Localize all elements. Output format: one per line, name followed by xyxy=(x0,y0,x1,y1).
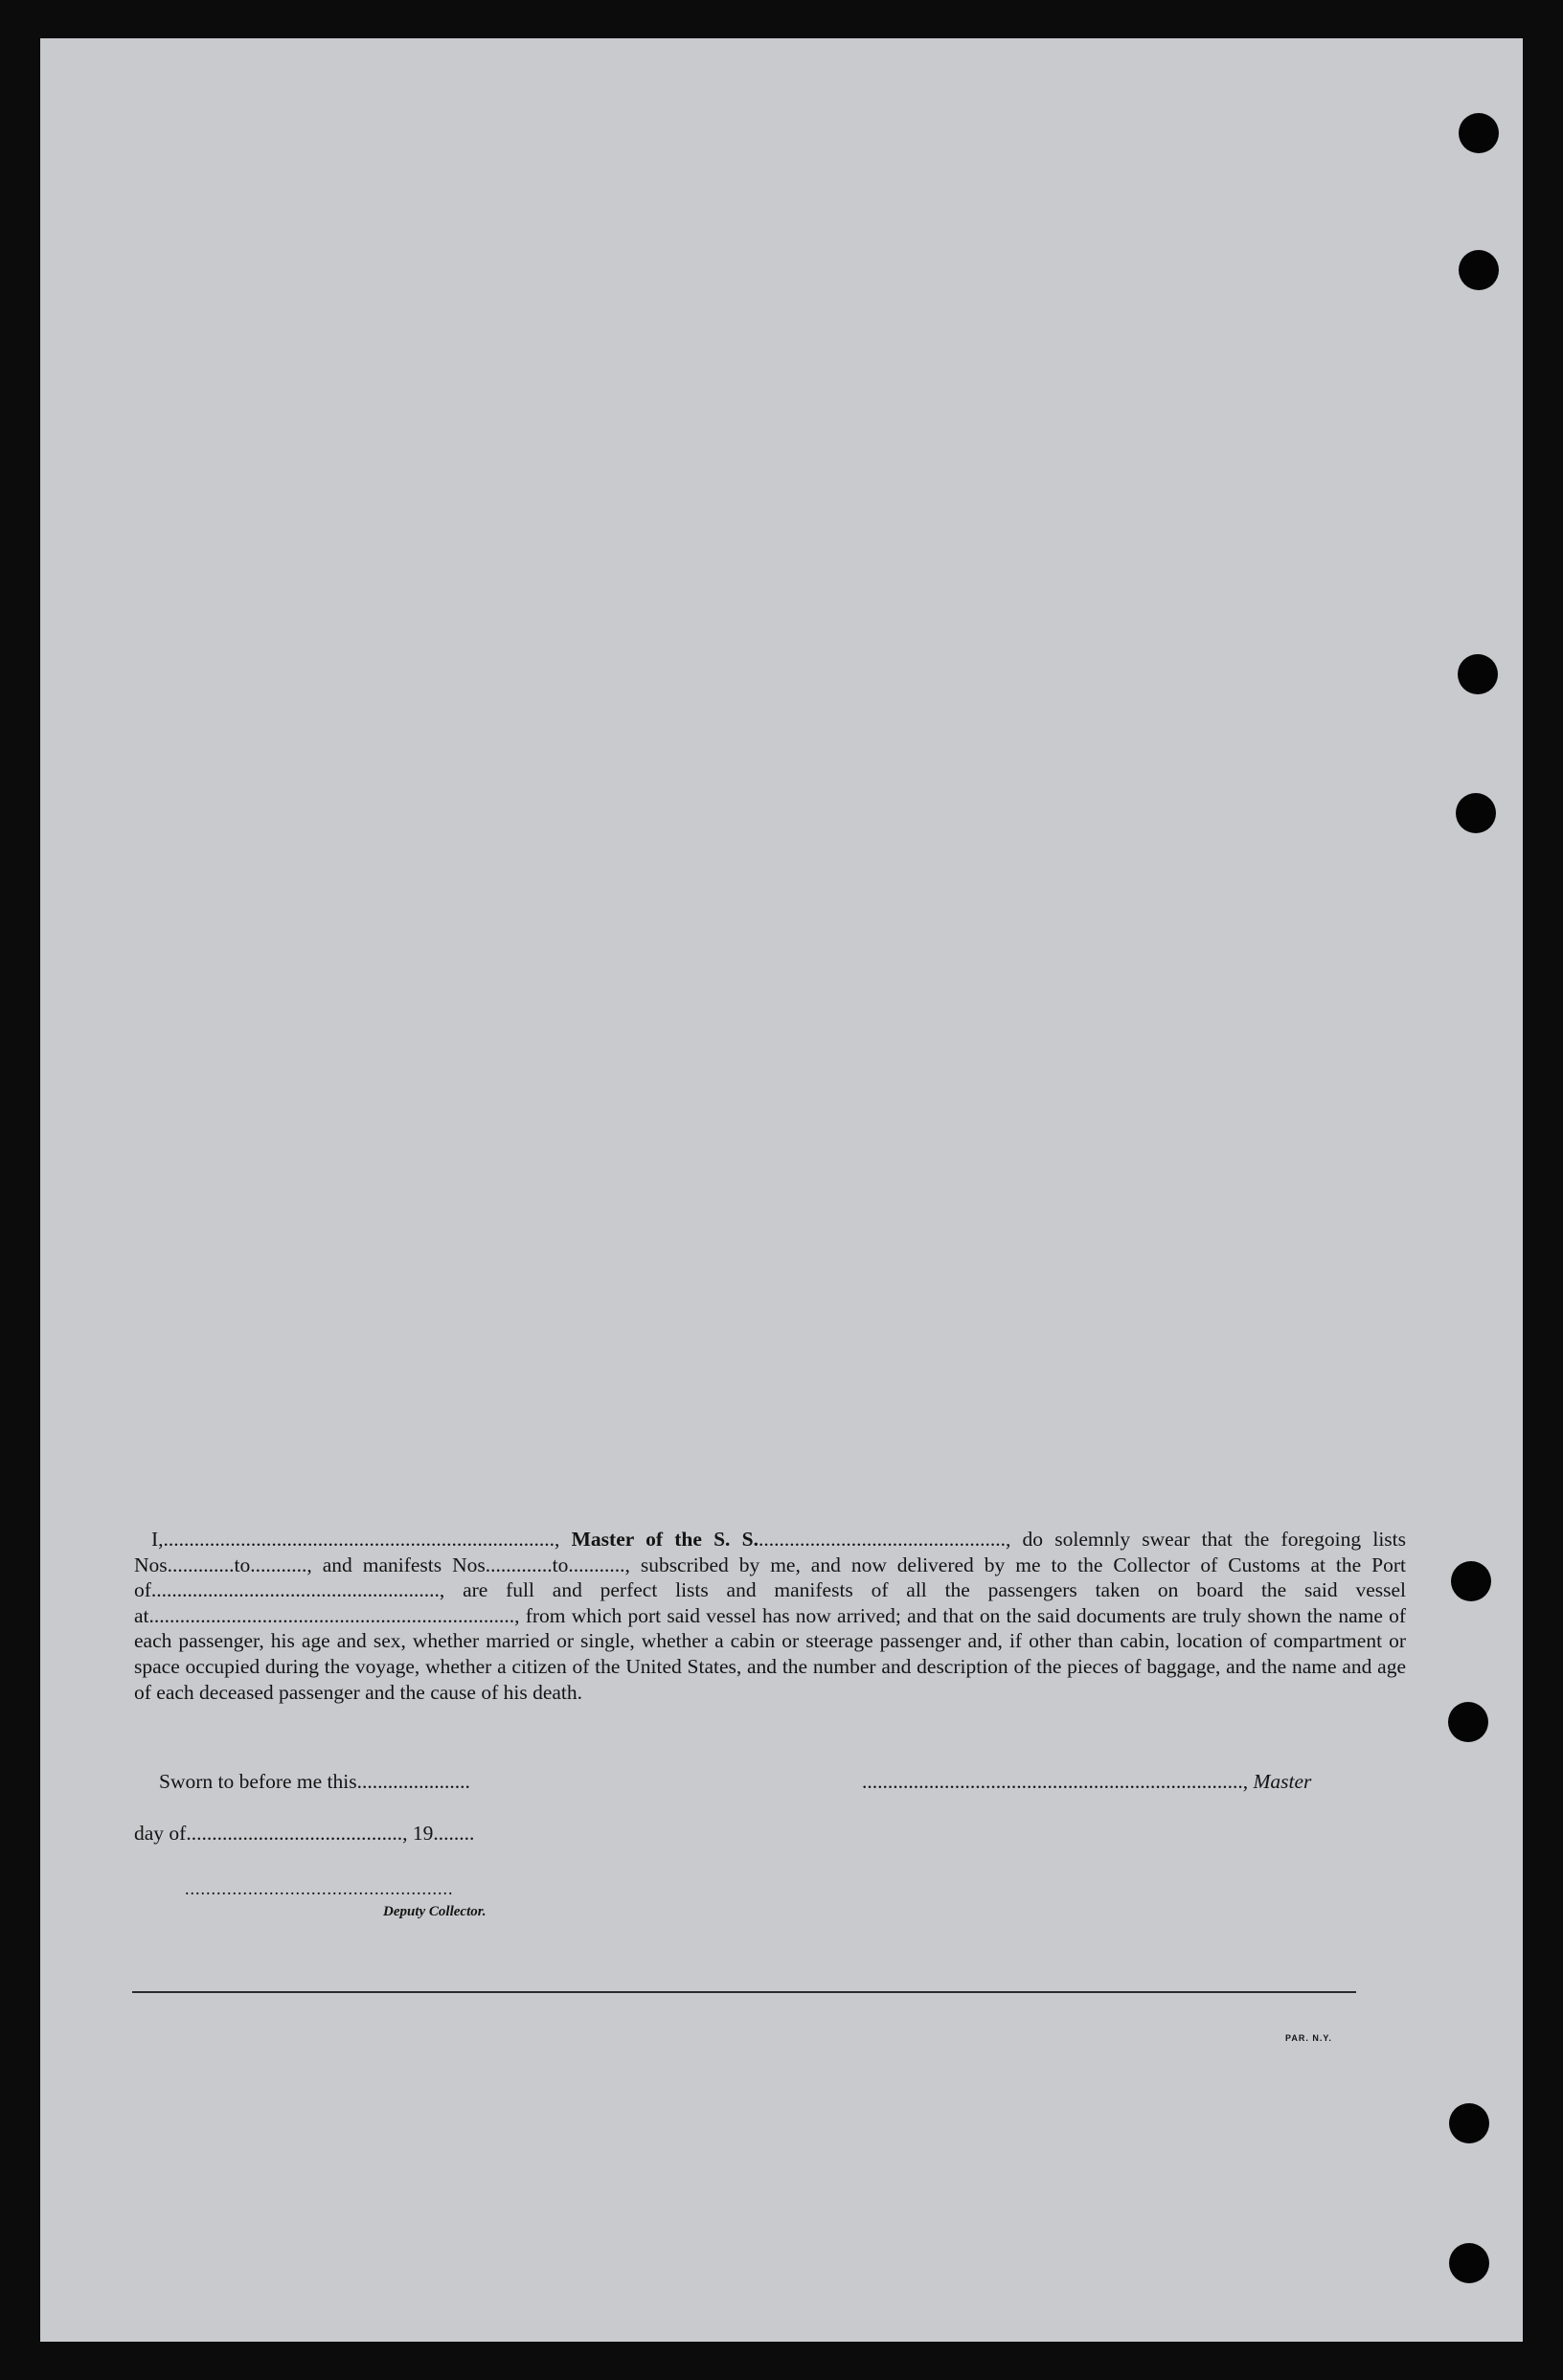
day-of-label: day of xyxy=(134,1822,187,1845)
oath-text: , xyxy=(555,1528,572,1551)
punch-hole xyxy=(1459,113,1499,153)
master-oath-paragraph xyxy=(134,1527,1406,1705)
manifests-to-blank: ........... xyxy=(568,1553,625,1576)
master-of-ss-label: Master of the S. S. xyxy=(571,1528,759,1551)
vessel-name-blank: ................................................ xyxy=(758,1528,1006,1551)
oath-text: , from which port said vessel has now arrived; and that on the said documents are truly shown the name of each passenger, his age and sex, whether married or single, whether a cabin or steerage passenger and, if other than cabin, location of compartment or space occupied during the voyage, whether a citizen of the United States, and the number and description of the pieces of baggage, and the name and age of each deceased passenger and the cause of his death. xyxy=(134,1603,1406,1704)
sworn-line xyxy=(159,1770,470,1794)
master-signature-blank: .......................................................................... xyxy=(862,1770,1243,1793)
punch-hole xyxy=(1451,1561,1491,1601)
month-blank: .......................................... xyxy=(186,1822,403,1845)
sworn-blank: ...................... xyxy=(356,1770,470,1793)
punch-hole xyxy=(1449,2103,1489,2143)
lists-to-blank: ........... xyxy=(250,1553,307,1576)
sworn-label: Sworn to before me this xyxy=(159,1770,357,1793)
master-signature-line xyxy=(862,1770,1311,1794)
oath-text: , are full and perfect lists and manifests of all the passengers taken on board the said vessel at xyxy=(134,1578,1406,1627)
oath-text: to xyxy=(552,1553,569,1576)
oath-text: , do solemnly swear that the foregoing lists Nos. xyxy=(134,1528,1406,1576)
deputy-signature-blank: ................................................... xyxy=(185,1879,454,1898)
master-comma: , xyxy=(1242,1770,1254,1793)
port-blank: ........................................................ xyxy=(150,1578,440,1602)
printer-mark: PAR. N.Y. xyxy=(1285,2033,1332,2043)
manifests-from-blank: ............ xyxy=(490,1553,553,1576)
document-sheet xyxy=(40,38,1523,2342)
punch-hole xyxy=(1448,1702,1488,1742)
deputy-collector-label: Deputy Collector. xyxy=(383,1904,487,1919)
punch-hole xyxy=(1459,250,1499,290)
lists-from-blank: ............ xyxy=(172,1553,235,1576)
master-name-blank: ............................................................................ xyxy=(163,1528,555,1551)
oath-text: I, xyxy=(151,1528,164,1551)
year-blank: ........ xyxy=(433,1822,475,1845)
punch-hole xyxy=(1449,2243,1489,2283)
punch-hole xyxy=(1458,654,1498,694)
horizontal-rule xyxy=(132,1991,1356,1993)
oath-text: , subscribed by me, and now delivered by me to the Collector of Customs at the Port of xyxy=(134,1553,1406,1602)
day-of-line xyxy=(134,1822,474,1846)
year-prefix: , 19 xyxy=(402,1822,434,1845)
punch-hole xyxy=(1456,793,1496,833)
oath-text: , and manifests Nos. xyxy=(306,1553,491,1576)
oath-text: to xyxy=(234,1553,251,1576)
departure-port-blank: ....................................................................... xyxy=(148,1603,515,1627)
master-label: Master xyxy=(1253,1770,1312,1793)
